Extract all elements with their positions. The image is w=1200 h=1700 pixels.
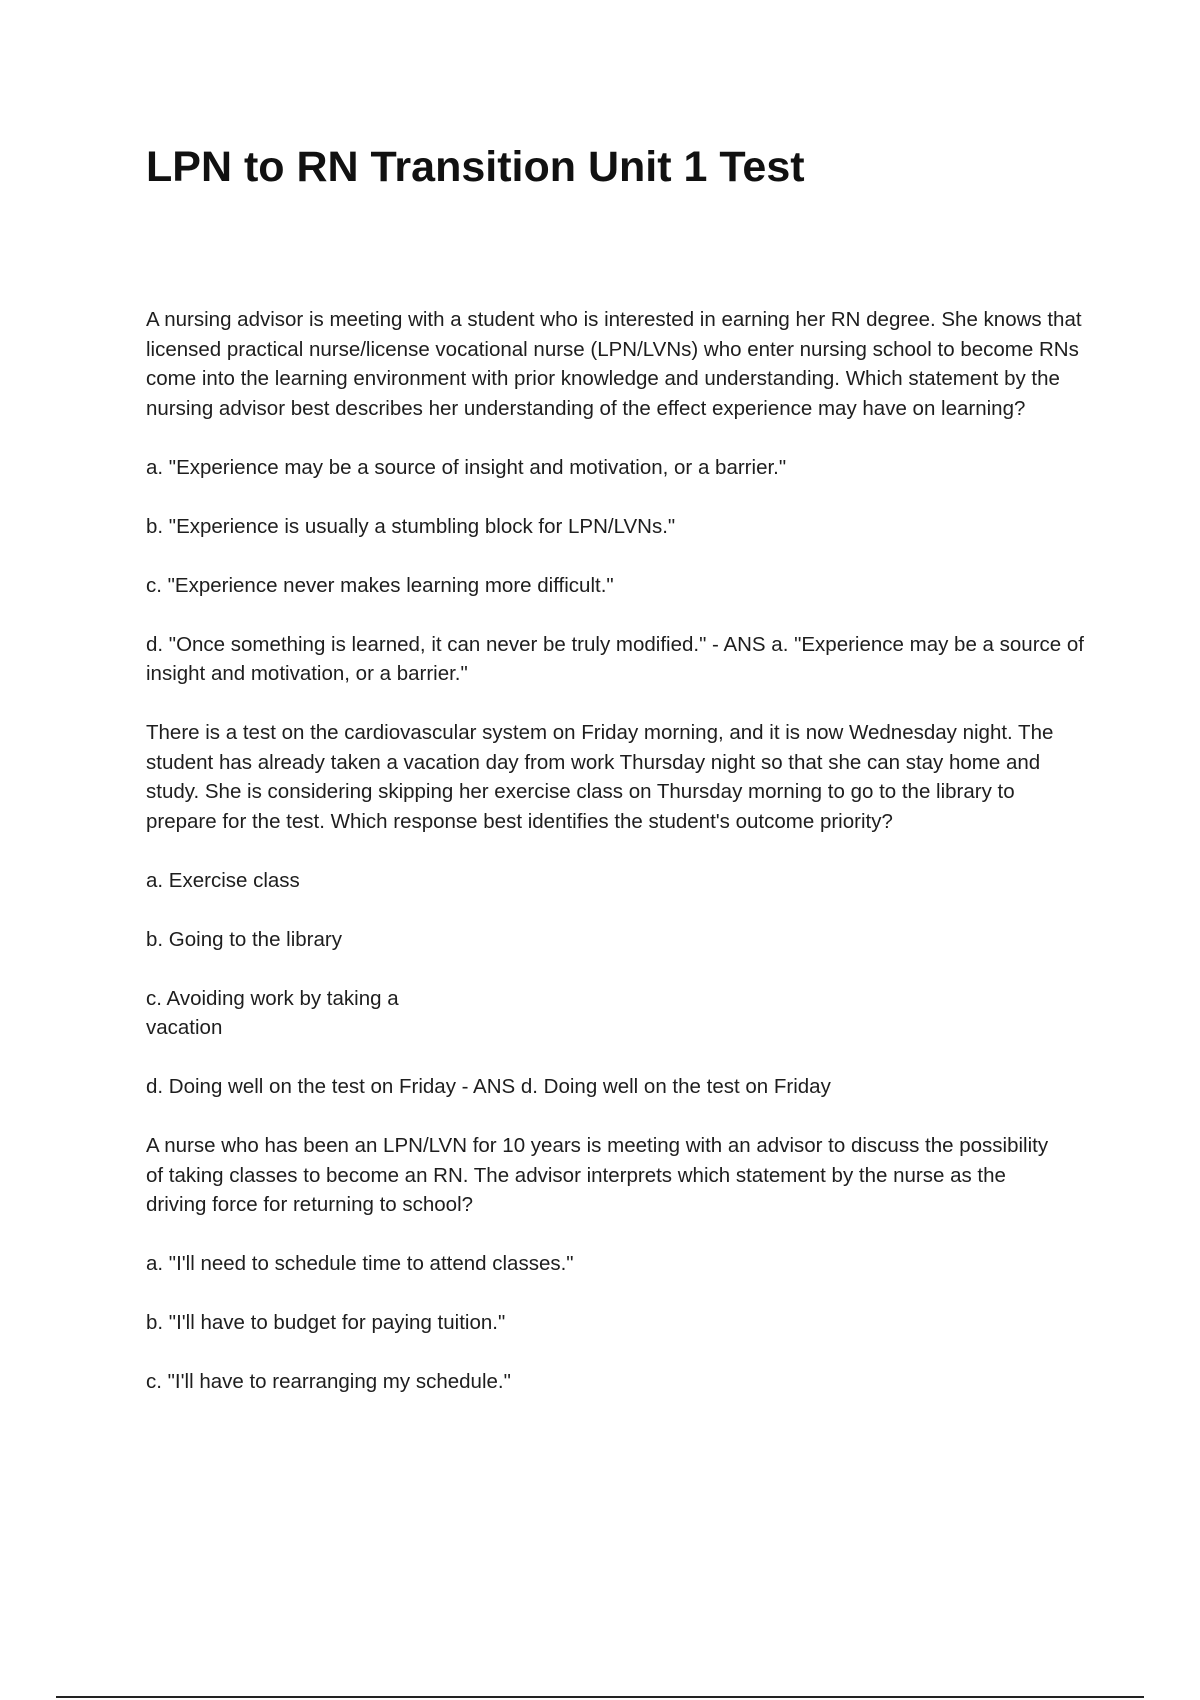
question-1-stem: A nursing advisor is meeting with a student who is interested in earning her RN degree. She knows that licensed practical nurse/license vocational nurse (LPN/LVNs) who enter nursing school to become RNs come into the learning environment with prior knowledge and understanding. Which statement by the nursing advisor best describes her understanding of the effect experience may have on learning? <box>146 308 1082 420</box>
question-3-stem: A nurse who has been an LPN/LVN for 10 years is meeting with an advisor to discuss the possibility of taking classes to become an RN. The advisor interprets which statement by the nurse as the driving force for returning to school? <box>146 1134 1049 1216</box>
question-2-stem: There is a test on the cardiovascular system on Friday morning, and it is now Wednesday night. The student has already taken a vacation day from work Thursday night so that she can stay home and study. She is considering skipping her exercise class on Thursday morning to go to the library to prepare for the test. Which response best identifies the student's outcome priority? <box>146 721 1054 833</box>
question-2-option-b: b. Going to the library <box>146 927 342 951</box>
question-1-option-b: b. "Experience is usually a stumbling block for LPN/LVNs." <box>146 514 676 538</box>
page-title: LPN to RN Transition Unit 1 Test <box>146 143 805 191</box>
question-1-option-a: a. "Experience may be a source of insight and motivation, or a barrier." <box>146 455 787 479</box>
question-3-option-b: b. "I'll have to budget for paying tuition." <box>146 1311 506 1334</box>
question-3-option-a: a. "I'll need to schedule time to attend classes." <box>146 1252 574 1275</box>
question-1-option-d-answer: d. "Once something is learned, it can never be truly modified." - ANS a. "Experience may be a source of insight and motivation, or a barrier." <box>146 632 1084 685</box>
question-1-option-c: c. "Experience never makes learning more difficult." <box>146 573 614 597</box>
question-list <box>146 305 1091 1397</box>
page-footer-divider <box>56 1696 1144 1698</box>
question-2-option-a: a. Exercise class <box>146 868 300 892</box>
question-3-option-c: c. "I'll have to rearranging my schedule." <box>146 1370 511 1393</box>
question-2-option-c: c. Avoiding work by taking a vacation <box>146 986 399 1039</box>
question-2-option-d-answer: d. Doing well on the test on Friday - ANS d. Doing well on the test on Friday <box>146 1075 831 1098</box>
